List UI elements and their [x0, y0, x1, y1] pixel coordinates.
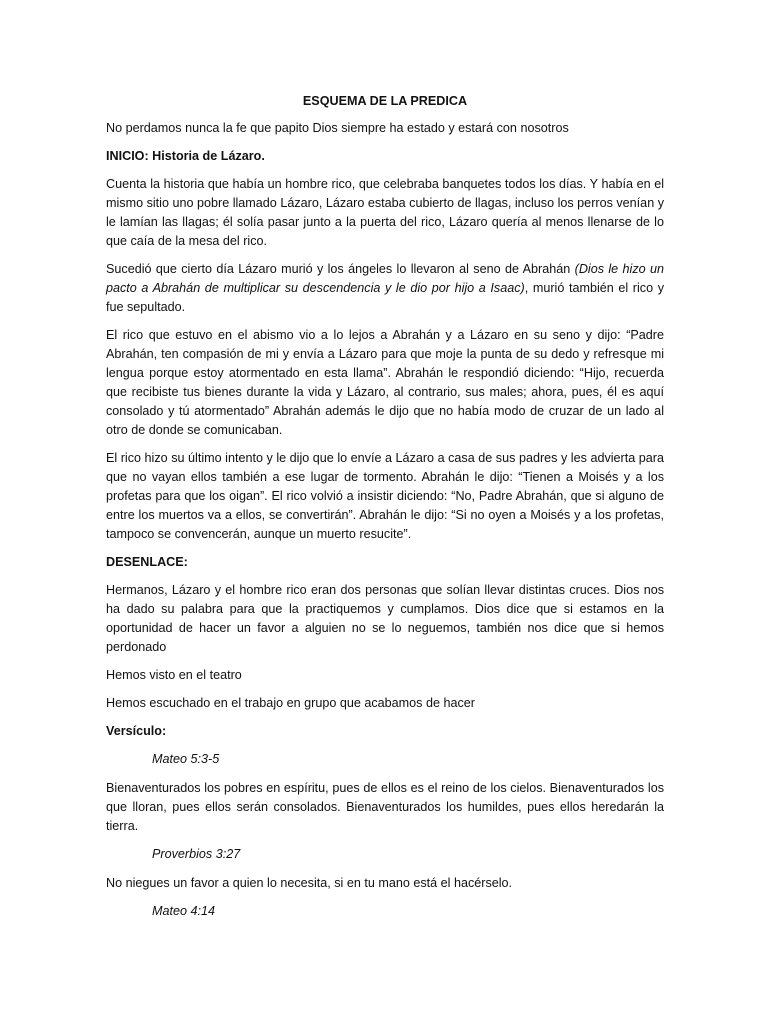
inicio-heading: INICIO: Historia de Lázaro. — [106, 149, 265, 163]
paragraph-4: El rico hizo su último intento y le dijo que lo envíe a Lázaro a casa de sus padres y les advierta para que no vayan ellos también a ese lugar de tormento. Abrahán le dijo: “Tienen a Moisés y a los profetas para que los oigan”. El rico volvió a insistir diciendo: “No, Padre Abrahán, que si alguno de entre los muertos va a ellos, se convertirán”. Abrahán le dijo: “Si no oyen a Moisés y a los profetas, tampoco se convencerán, aunque un muerto resucite”. — [106, 451, 664, 541]
paragraph-5: Hermanos, Lázaro y el hombre rico eran dos personas que solían llevar distintas cruces. Dios nos ha dado su palabra para que la practiquemos y cumplamos. Dios dice que si estamos en la oportunidad de hacer un favor a alguien no se lo neguemos, también nos dice que si hemos perdonado — [106, 583, 664, 654]
verse-text-2: No niegues un favor a quien lo necesita, si en tu mano está el hacérselo. — [106, 876, 513, 890]
document-title: ESQUEMA DE LA PREDICA — [302, 94, 468, 108]
versiculo-heading: Versículo: — [106, 724, 167, 738]
paragraph-2-start: Sucedió que cierto día Lázaro murió y los ángeles lo llevaron al seno de Abrahán — [106, 262, 575, 276]
verse-text-1: Bienaventurados los pobres en espíritu, pues de ellos es el reino de los cielos. Bienaventurados los que lloran, pues ellos serán consolados. Bienaventurados los humildes, pues ellos heredarán la tierra. — [106, 781, 664, 833]
paragraph-2-italic: (Dios le hizo un pacto a Abrahán de multiplicar su descendencia y le dio por hijo a Isaac) — [106, 262, 664, 295]
verse-reference-1: Mateo 5:3-5 — [152, 752, 220, 766]
paragraph-2-end: , murió también el rico y fue sepultado. — [106, 281, 664, 314]
verse-reference-2: Proverbios 3:27 — [152, 847, 241, 861]
intro-paragraph: No perdamos nunca la fe que papito Dios siempre ha estado y estará con nosotros — [106, 121, 569, 135]
paragraph-3: El rico que estuvo en el abismo vio a lo lejos a Abrahán y a Lázaro en su seno y dijo: “Padre Abrahán, ten compasión de mi y envía a Lázaro para que moje la punta de su dedo y refresque mi lengua porque estoy atormentado en esta llama”. Abrahán le respondió diciendo: “Hijo, recuerda que recibiste tus bienes durante la vida y Lázaro, al contrario, sus males; ahora, pues, él es aquí consolado y tú atormentado” Abrahán además le dijo que no había modo de cruzar de un lado al otro de donde se comunicaban. — [106, 328, 664, 437]
verse-reference-3: Mateo 4:14 — [152, 904, 216, 918]
paragraph-1: Cuenta la historia que había un hombre rico, que celebraba banquetes todos los días. Y había en el mismo sitio uno pobre llamado Lázaro, Lázaro estaba cubierto de llagas, incluso los perros venían y le lamían las llagas; él solía pasar junto a la puerta del rico, Lázaro quería al menos llenarse de lo que caía de la mesa del rico. — [106, 177, 664, 248]
paragraph-7: Hemos escuchado en el trabajo en grupo que acabamos de hacer — [106, 696, 475, 710]
paragraph-2 — [106, 260, 664, 317]
paragraph-6: Hemos visto en el teatro — [106, 668, 242, 682]
desenlace-heading: DESENLACE: — [106, 555, 188, 569]
